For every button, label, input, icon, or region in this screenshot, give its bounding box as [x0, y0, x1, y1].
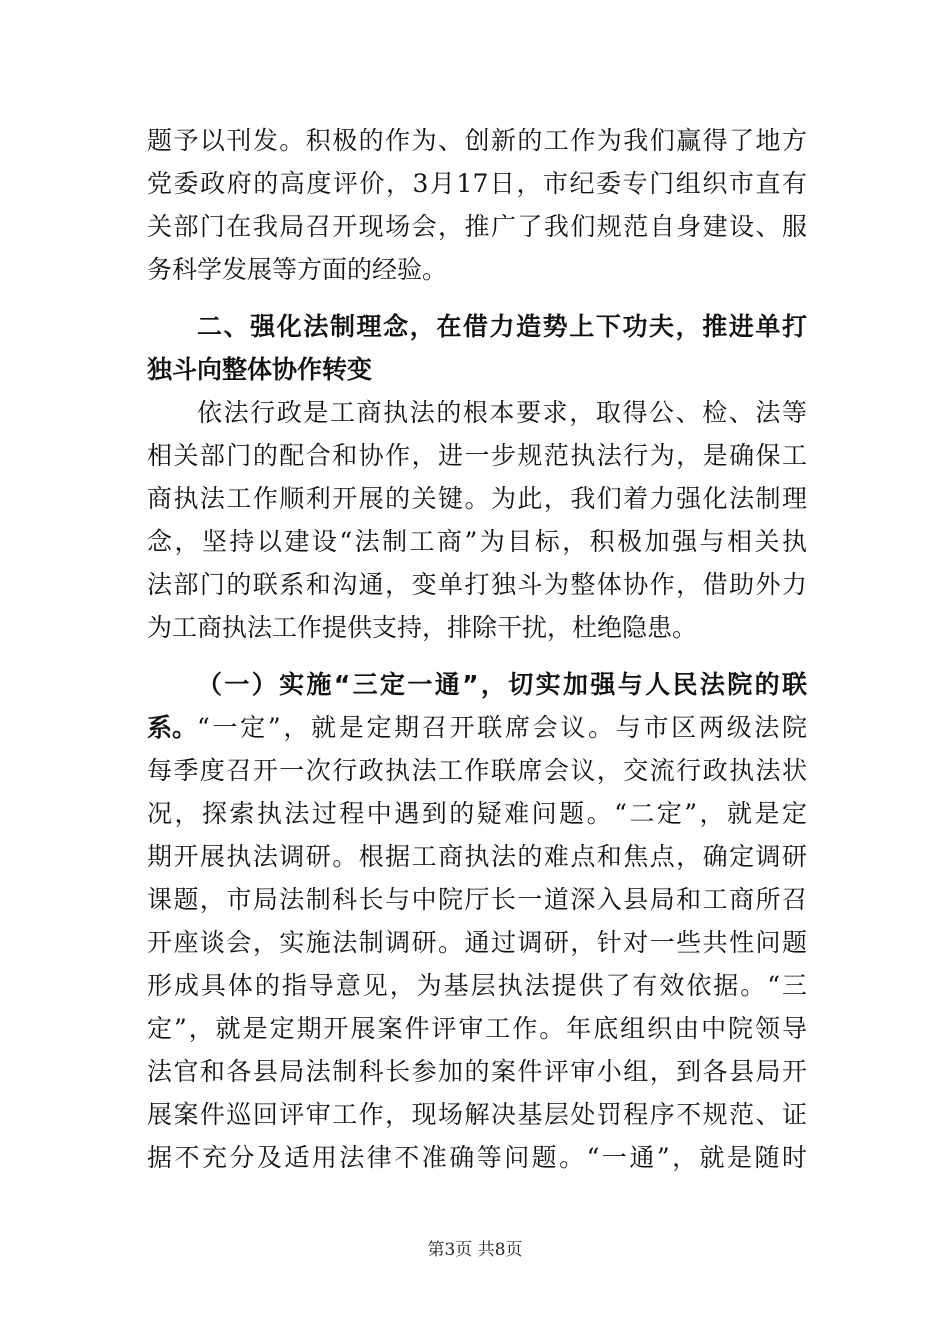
body-line: 商执法工作顺利开展的关键。为此，我们着力强化法制理	[147, 484, 807, 513]
body-line: 法部门的联系和沟通，变单打独斗为整体协作，借助外力	[147, 570, 807, 599]
body-line: 题予以刊发。积极的作为、创新的工作为我们赢得了地方	[147, 126, 807, 155]
body-line: 念，坚持以建设“法制工商”为目标，积极加强与相关执	[147, 527, 807, 556]
body-line: 定”，就是定期开展案件评审工作。年底组织由中院领导	[147, 1014, 807, 1043]
section-heading: 二、强化法制理念，在借力造势上下功夫，推进单打	[197, 312, 807, 341]
body-line: “一定”，就是定期召开联席会议。与市区两级法院	[197, 713, 807, 742]
body-line: 每季度召开一次行政执法工作联席会议，交流行政执法状	[147, 756, 807, 785]
body-line: 法官和各县局法制科长参加的案件评审小组，到各县局开	[147, 1057, 807, 1086]
body-line: 为工商执法工作提供支持，排除干扰，杜绝隐患。	[147, 613, 698, 642]
body-line: 开座谈会，实施法制调研。通过调研，针对一些共性问题	[147, 928, 807, 957]
body-line: 况，探索执法过程中遇到的疑难问题。“二定”，就是定	[147, 799, 807, 828]
body-line: 党委政府的高度评价，3月17日，市纪委专门组织市直有	[147, 169, 807, 198]
body-line: 展案件巡回评审工作，现场解决基层处罚程序不规范、证	[147, 1100, 807, 1129]
body-line: 据不充分及适用法律不准确等问题。“一通”，就是随时	[147, 1143, 807, 1172]
subsection-heading: （一）实施“三定一通”，切实加强与人民法院的联	[197, 670, 807, 699]
body-line: 期开展执法调研。根据工商执法的难点和焦点，确定调研	[147, 842, 807, 871]
body-line: 课题，市局法制科长与中院厅长一道深入县局和工商所召	[147, 885, 807, 914]
page-number: 第3页 共8页	[427, 1240, 523, 1260]
body-line: 依法行政是工商执法的根本要求，取得公、检、法等	[197, 398, 807, 427]
body-line: 务科学发展等方面的经验。	[147, 255, 448, 284]
body-line: 形成具体的指导意见，为基层执法提供了有效依据。“三	[147, 971, 807, 1000]
body-line: 关部门在我局召开现场会，推广了我们规范自身建设、服	[147, 212, 807, 241]
body-line: 相关部门的配合和协作，进一步规范执法行为，是确保工	[147, 441, 807, 470]
subsection-heading: 系。	[147, 713, 198, 742]
section-heading: 独斗向整体协作转变	[147, 355, 373, 384]
